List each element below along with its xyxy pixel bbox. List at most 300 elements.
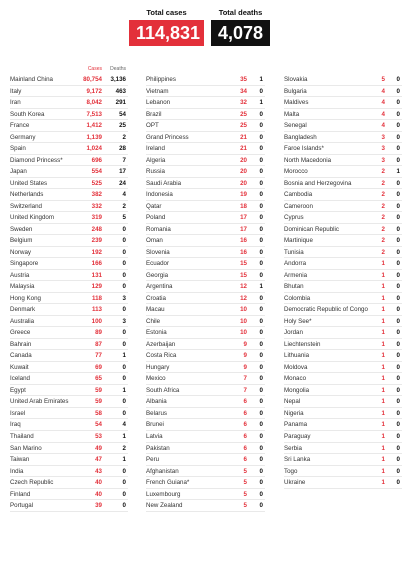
cases-value: 1: [381, 479, 385, 487]
table-row: [284, 466, 402, 478]
deaths-value: 0: [396, 214, 400, 222]
cases-value: 1,412: [86, 122, 102, 130]
cases-value: 2: [381, 191, 385, 199]
deaths-value: 0: [259, 467, 263, 475]
country-name: Holy See*: [284, 317, 312, 325]
table-row: [10, 109, 128, 121]
deaths-value: 24: [119, 179, 126, 187]
cases-value: 59: [95, 398, 102, 406]
deaths-value: 0: [259, 191, 263, 199]
country-name: Moldova: [284, 363, 308, 371]
table-row: [10, 362, 128, 374]
deaths-value: 0: [259, 271, 263, 279]
country-name: Denmark: [10, 306, 36, 314]
table-row: [10, 212, 128, 224]
country-name: Mainland China: [10, 76, 53, 83]
deaths-value: 0: [122, 237, 126, 245]
table-row: [146, 143, 265, 155]
table-row: [10, 339, 128, 351]
table-column-3: [284, 66, 402, 489]
country-name: Russia: [146, 168, 165, 176]
table-row: [10, 304, 128, 316]
country-name: Canada: [10, 352, 32, 360]
deaths-value: 0: [259, 363, 263, 371]
deaths-value: 0: [259, 375, 263, 383]
country-name: India: [10, 467, 24, 475]
country-name: Paraguay: [284, 432, 311, 440]
deaths-value: 0: [396, 421, 400, 429]
table-row: [146, 189, 265, 201]
table-column-2: [146, 66, 265, 512]
deaths-value: 0: [259, 156, 263, 164]
cases-value: 32: [240, 99, 247, 107]
deaths-value: 0: [259, 110, 263, 118]
cases-value: 65: [95, 375, 102, 383]
deaths-value: 0: [396, 329, 400, 337]
country-name: Lebanon: [146, 99, 171, 107]
country-name: Australia: [10, 317, 35, 325]
deaths-value: 0: [259, 352, 263, 360]
table-row: [284, 281, 402, 293]
country-name: Bulgaria: [284, 87, 307, 95]
cases-value: 6: [243, 398, 247, 406]
table-row: [10, 373, 128, 385]
cases-value: 100: [91, 317, 102, 325]
country-name: Malta: [284, 110, 300, 118]
country-name: Senegal: [284, 122, 307, 130]
table-row: [146, 454, 265, 466]
deaths-value: 5: [122, 214, 126, 222]
cases-value: 6: [243, 444, 247, 452]
cases-value: 1: [381, 375, 385, 383]
country-name: North Macedonia: [284, 156, 332, 164]
country-name: Peru: [146, 456, 160, 464]
cases-value: 3: [381, 133, 385, 141]
cases-value: 1,139: [86, 133, 102, 141]
table-row: [284, 270, 402, 282]
deaths-value: 1: [396, 168, 400, 176]
country-name: Romania: [146, 225, 171, 233]
cases-value: 1: [381, 340, 385, 348]
table-row: [10, 258, 128, 270]
country-name: Luxembourg: [146, 490, 181, 498]
deaths-value: 1: [122, 456, 126, 464]
table-row: [10, 466, 128, 478]
table-row: [10, 431, 128, 443]
table-row: [284, 74, 402, 86]
deaths-value: 0: [396, 467, 400, 475]
table-row: [146, 212, 265, 224]
cases-value: 4: [381, 87, 385, 95]
country-name: Belgium: [10, 237, 33, 245]
table-row: [284, 120, 402, 132]
table-row: [10, 224, 128, 236]
country-name: Malaysia: [10, 283, 35, 291]
deaths-value: 0: [259, 179, 263, 187]
cases-value: 6: [243, 421, 247, 429]
cases-value: 15: [240, 271, 247, 279]
cases-value: 9: [243, 340, 247, 348]
deaths-value: 0: [396, 432, 400, 440]
cases-value: 2: [381, 168, 385, 176]
deaths-value: 0: [396, 398, 400, 406]
country-name: French Guiana*: [146, 479, 190, 487]
table-row: [146, 109, 265, 121]
deaths-value: 2: [122, 444, 126, 452]
table-row: [10, 166, 128, 178]
country-name: Bhutan: [284, 283, 304, 291]
table-row: [284, 155, 402, 167]
total-cases-block: [129, 8, 204, 46]
deaths-value: 0: [259, 398, 263, 406]
country-name: Spain: [10, 145, 26, 153]
table-header: [10, 66, 128, 74]
country-name: Netherlands: [10, 191, 44, 199]
cases-value: 1: [381, 467, 385, 475]
cases-value: 1: [381, 432, 385, 440]
table-row: [10, 281, 128, 293]
deaths-value: 0: [259, 237, 263, 245]
table-row: [146, 155, 265, 167]
table-row: [284, 224, 402, 236]
table-row: [284, 304, 402, 316]
cases-value: 7: [243, 375, 247, 383]
country-name: Bangladesh: [284, 133, 317, 141]
deaths-value: 0: [122, 306, 126, 314]
cases-value: 1: [381, 283, 385, 291]
deaths-value: 0: [259, 294, 263, 302]
cases-value: 2: [381, 179, 385, 187]
cases-value: 87: [95, 340, 102, 348]
cases-value: 192: [91, 248, 102, 256]
cases-value: 10: [240, 306, 247, 314]
deaths-value: 1: [259, 76, 263, 83]
table-row: [284, 431, 402, 443]
country-name: Costa Rica: [146, 352, 177, 360]
cases-value: 12: [240, 294, 247, 302]
country-name: OPT: [146, 122, 159, 130]
table-row: [146, 443, 265, 455]
deaths-value: 0: [122, 283, 126, 291]
table-row: [146, 304, 265, 316]
cases-value: 118: [92, 294, 102, 302]
cases-value: 525: [91, 179, 102, 187]
cases-value: 12: [240, 283, 247, 291]
deaths-value: 0: [396, 294, 400, 302]
deaths-value: 0: [396, 237, 400, 245]
table-row: [146, 500, 265, 512]
table-row: [146, 489, 265, 501]
table-row: [10, 419, 128, 431]
table-row: [284, 132, 402, 144]
cases-value: 2: [381, 237, 385, 245]
cases-value: 18: [240, 202, 247, 210]
country-name: Slovenia: [146, 248, 170, 256]
table-row: [10, 201, 128, 213]
deaths-value: 0: [396, 122, 400, 130]
totals-banner: [0, 8, 410, 50]
table-row: [146, 293, 265, 305]
deaths-value: 0: [122, 479, 126, 487]
country-name: Ukraine: [284, 479, 306, 487]
cases-value: 15: [240, 260, 247, 268]
deaths-value: 4: [122, 191, 126, 199]
country-name: Mexico: [146, 375, 166, 383]
country-name: Hungary: [146, 363, 170, 371]
table-row: [146, 431, 265, 443]
country-name: San Marino: [10, 444, 42, 452]
cases-value: 696: [91, 156, 102, 164]
table-row: [146, 132, 265, 144]
table-row: [10, 396, 128, 408]
deaths-value: 0: [259, 87, 263, 95]
table-row: [146, 466, 265, 478]
deaths-value: 0: [259, 444, 263, 452]
deaths-value: 0: [396, 409, 400, 417]
country-name: Chile: [146, 317, 161, 325]
deaths-value: 0: [396, 145, 400, 153]
cases-value: 8,042: [86, 99, 102, 107]
country-name: United Arab Emirates: [10, 398, 69, 406]
table-row: [10, 316, 128, 328]
country-name: Cyprus: [284, 214, 304, 222]
deaths-value: 0: [396, 260, 400, 268]
table-row: [10, 454, 128, 466]
country-name: Philippines: [146, 76, 176, 83]
table-row: [146, 419, 265, 431]
deaths-value: 0: [259, 490, 263, 498]
deaths-value: 0: [122, 225, 126, 233]
total-deaths-label: Total deaths: [218, 8, 263, 17]
table-row: [146, 327, 265, 339]
deaths-value: 0: [396, 179, 400, 187]
deaths-value: 2: [122, 133, 126, 141]
table-row: [146, 224, 265, 236]
deaths-value: 463: [115, 87, 126, 95]
country-name: United States: [10, 179, 48, 187]
deaths-value: 0: [396, 456, 400, 464]
deaths-value: 3: [122, 294, 126, 302]
country-name: Estonia: [146, 329, 167, 337]
country-name: Armenia: [284, 271, 308, 279]
cases-value: 554: [91, 168, 102, 176]
table-row: [284, 247, 402, 259]
country-name: Poland: [146, 214, 166, 222]
country-name: Ireland: [146, 145, 165, 153]
country-name: Kuwait: [10, 363, 29, 371]
table-row: [10, 443, 128, 455]
table-row: [284, 327, 402, 339]
country-name: Hong Kong: [10, 294, 41, 302]
deaths-value: 0: [122, 490, 126, 498]
country-name: Brunei: [146, 421, 164, 429]
table-row: [10, 155, 128, 167]
deaths-value: 0: [396, 352, 400, 360]
deaths-value: 0: [122, 260, 126, 268]
country-name: Nepal: [284, 398, 301, 406]
country-name: Slovakia: [284, 76, 308, 83]
table-header: [284, 66, 402, 74]
table-row: [146, 350, 265, 362]
cases-value: 166: [91, 260, 102, 268]
table-row: [146, 385, 265, 397]
deaths-value: 0: [396, 133, 400, 141]
cases-value: 40: [95, 479, 102, 487]
table-row: [146, 396, 265, 408]
deaths-value: 17: [119, 168, 126, 176]
table-row: [284, 316, 402, 328]
country-name: Liechtenstein: [284, 340, 321, 348]
deaths-value: 3,136: [110, 76, 126, 83]
country-name: Georgia: [146, 271, 169, 279]
table-column-1: [10, 66, 128, 512]
country-name: South Africa: [146, 386, 180, 394]
deaths-value: 7: [122, 156, 126, 164]
deaths-value: 4: [122, 421, 126, 429]
country-name: Indonesia: [146, 191, 173, 199]
cases-value: 69: [95, 363, 102, 371]
country-name: Italy: [10, 87, 22, 95]
deaths-value: 0: [259, 421, 263, 429]
cases-value: 1: [381, 398, 385, 406]
cases-value: 1: [381, 456, 385, 464]
deaths-value: 0: [396, 225, 400, 233]
table-row: [284, 454, 402, 466]
country-name: Thailand: [10, 432, 34, 440]
table-row: [10, 327, 128, 339]
deaths-value: 0: [396, 202, 400, 210]
cases-value: 1: [381, 409, 385, 417]
country-name: Democratic Republic of Congo: [284, 306, 368, 314]
table-row: [146, 477, 265, 489]
table-row: [146, 373, 265, 385]
country-name: Saudi Arabia: [146, 179, 182, 187]
country-name: Japan: [10, 168, 27, 176]
cases-value: 16: [240, 248, 247, 256]
table-row: [10, 270, 128, 282]
country-name: Andorra: [284, 260, 307, 268]
deaths-value: 0: [122, 467, 126, 475]
deaths-value: 0: [259, 214, 263, 222]
country-name: Grand Princess: [146, 133, 189, 141]
table-row: [284, 109, 402, 121]
table-row: [10, 489, 128, 501]
cases-value: 382: [91, 191, 102, 199]
total-deaths-value: 4,078: [211, 20, 270, 46]
cases-value: 6: [243, 432, 247, 440]
cases-value: 5: [381, 76, 385, 83]
country-name: Qatar: [146, 202, 162, 210]
deaths-value: 0: [122, 502, 126, 510]
deaths-value: 3: [122, 317, 126, 325]
table-row: [10, 293, 128, 305]
cases-value: 4: [381, 122, 385, 130]
deaths-value: 0: [259, 502, 263, 510]
cases-value: 1: [381, 444, 385, 452]
table-row: [146, 247, 265, 259]
deaths-value: 0: [259, 248, 263, 256]
deaths-value: 1: [122, 386, 126, 394]
table-row: [284, 166, 402, 178]
deaths-value: 1: [259, 283, 263, 291]
country-name: Serbia: [284, 444, 302, 452]
table-row: [284, 350, 402, 362]
country-name: Cameroon: [284, 202, 313, 210]
cases-value: 1: [381, 329, 385, 337]
country-name: Martinique: [284, 237, 313, 245]
deaths-value: 0: [259, 409, 263, 417]
deaths-value: 0: [396, 99, 400, 107]
deaths-value: 0: [259, 306, 263, 314]
cases-value: 2: [381, 225, 385, 233]
deaths-value: 0: [259, 122, 263, 130]
country-name: Algeria: [146, 156, 166, 164]
deaths-value: 54: [119, 110, 126, 118]
country-name: France: [10, 122, 30, 130]
deaths-value: 0: [396, 156, 400, 164]
table-row: [284, 201, 402, 213]
table-row: [146, 201, 265, 213]
country-name: Afghanistan: [146, 467, 179, 475]
deaths-value: 0: [259, 432, 263, 440]
cases-value: 9: [243, 352, 247, 360]
country-name: Albania: [146, 398, 167, 406]
cases-value: 248: [91, 225, 102, 233]
country-name: Brazil: [146, 110, 162, 118]
cases-value: 6: [243, 456, 247, 464]
table-row: [284, 443, 402, 455]
deaths-value: 0: [396, 317, 400, 325]
deaths-value: 0: [259, 168, 263, 176]
country-name: Diamond Princess*: [10, 156, 63, 164]
country-name: Oman: [146, 237, 163, 245]
cases-value: 1: [381, 271, 385, 279]
cases-value: 80,754: [83, 76, 102, 83]
deaths-value: 0: [396, 386, 400, 394]
table-row: [146, 339, 265, 351]
deaths-value: 0: [122, 329, 126, 337]
deaths-value: 1: [259, 99, 263, 107]
country-name: Togo: [284, 467, 298, 475]
country-name: Lithuania: [284, 352, 310, 360]
table-row: [284, 212, 402, 224]
table-row: [284, 143, 402, 155]
deaths-value: 25: [119, 122, 126, 130]
deaths-value: 0: [396, 340, 400, 348]
cases-value: 25: [240, 122, 247, 130]
country-name: Austria: [10, 271, 30, 279]
country-name: Croatia: [146, 294, 166, 302]
cases-value: 19: [240, 191, 247, 199]
country-name: Macau: [146, 306, 165, 314]
country-name: Sweden: [10, 225, 33, 233]
country-name: Belarus: [146, 409, 167, 417]
cases-value: 1: [381, 260, 385, 268]
cases-value: 1,024: [86, 145, 102, 153]
country-name: Bahrain: [10, 340, 32, 348]
table-row: [284, 408, 402, 420]
deaths-value: 0: [122, 375, 126, 383]
cases-value: 5: [243, 502, 247, 510]
country-name: New Zealand: [146, 502, 183, 510]
country-name: Switzerland: [10, 202, 42, 210]
country-name: Monaco: [284, 375, 307, 383]
table-row: [284, 339, 402, 351]
table-row: [284, 258, 402, 270]
table-row: [284, 385, 402, 397]
table-row: [10, 385, 128, 397]
deaths-value: 0: [122, 271, 126, 279]
